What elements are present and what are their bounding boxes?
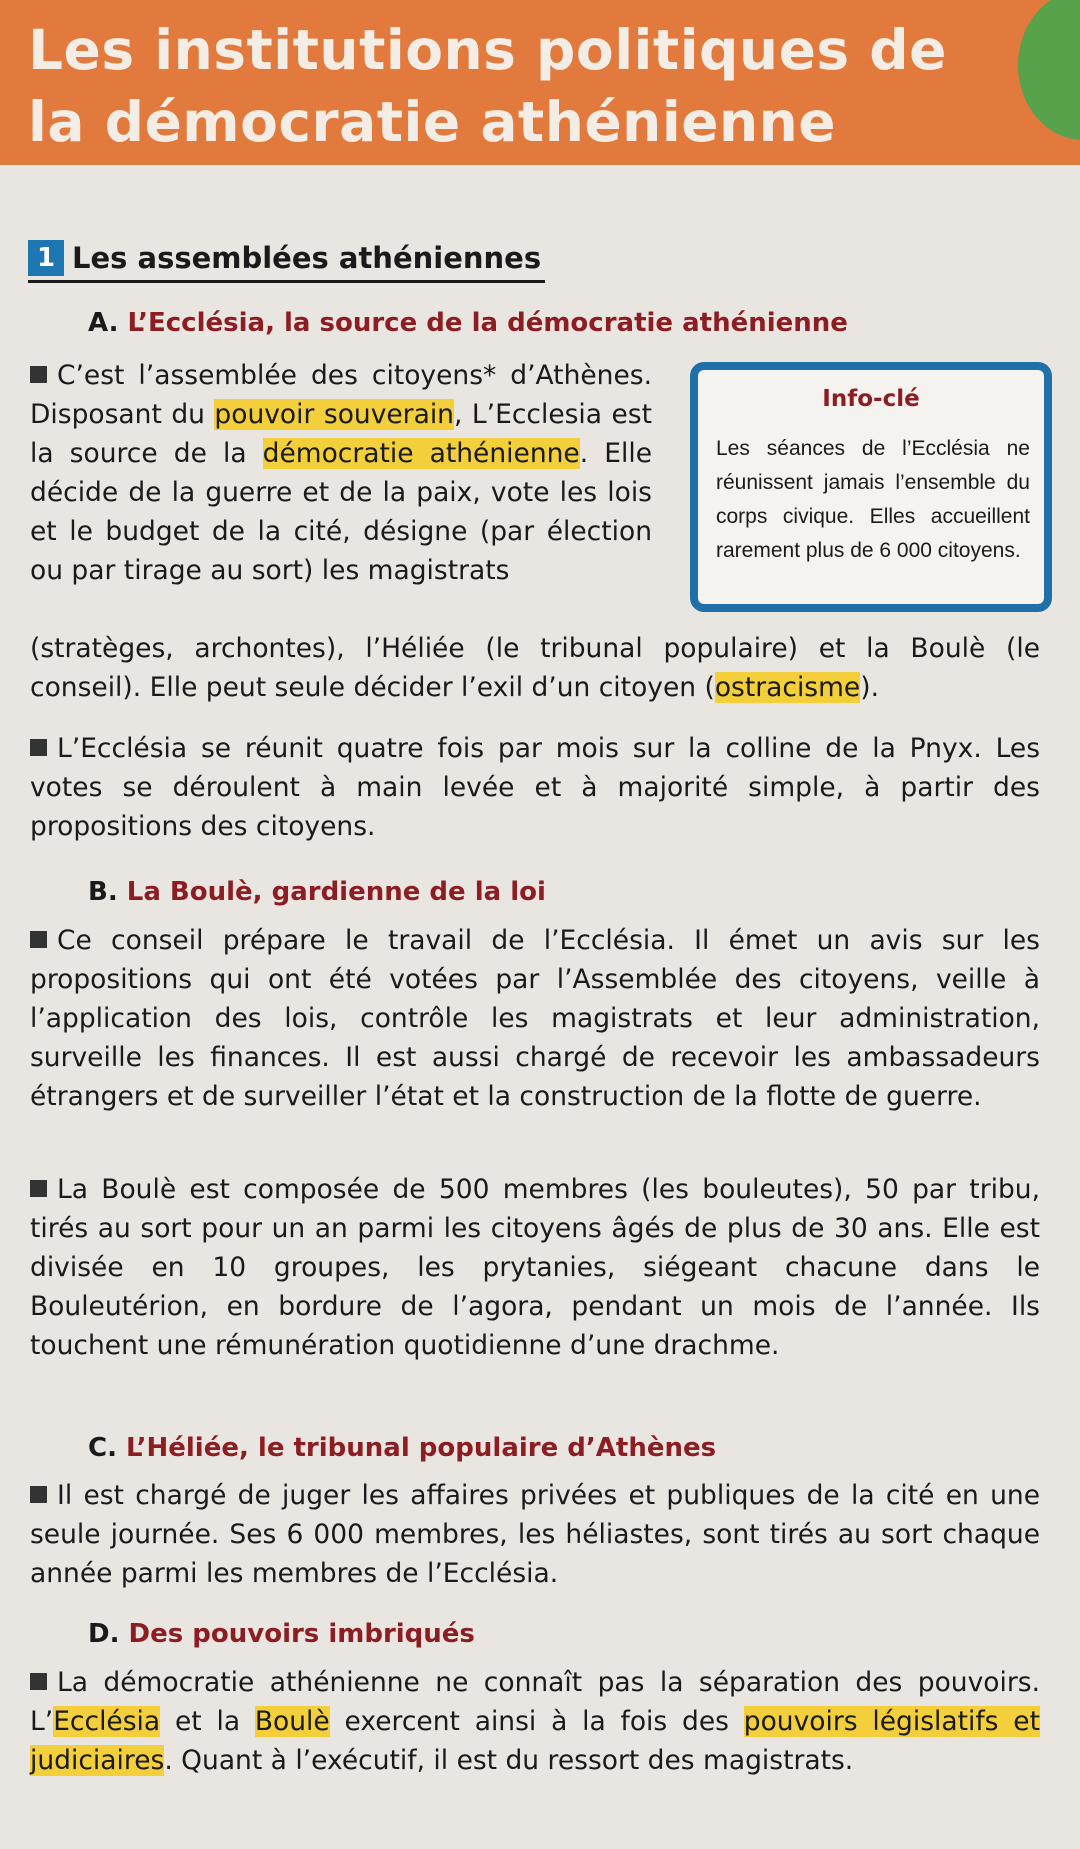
subheading-d-letter: D.: [88, 1619, 120, 1649]
title-line-2: la démocratie athénienne: [28, 90, 837, 154]
bullet-square-icon: [30, 366, 47, 383]
subheading-a: [88, 306, 848, 340]
header-banner: [0, 0, 1080, 165]
text-run: C’est l’assemblée des citoyens* d’Athènes. Disposant du: [30, 360, 652, 430]
paragraph-b1: [30, 921, 1040, 1116]
paragraph-a1: [30, 356, 652, 590]
text-run: . Quant à l’exécutif, il est du ressort des magistrats.: [164, 1745, 854, 1776]
text-run: Il est chargé de juger les affaires privées et publiques de la cité en une seule journée. Ses 6 000 membres, les héliastes, sont tirés au sort chaque année parmi les membres de l’Ecclésia.: [30, 1480, 1040, 1589]
highlight-ecclesia: Ecclésia: [53, 1706, 161, 1737]
subheading-b-letter: B.: [88, 877, 118, 907]
subheading-c-title: L’Héliée, le tribunal populaire d’Athènes: [126, 1433, 717, 1463]
highlight-ostracisme: ostracisme: [714, 672, 861, 703]
bullet-square-icon: [30, 1486, 47, 1503]
paragraph-a2: [30, 729, 1040, 846]
section-number-badge: 1: [28, 240, 64, 276]
text-run: et la: [160, 1706, 255, 1737]
text-run: (stratèges, archontes), l’Héliée (le tribunal populaire) et la Boulè (le conseil). Elle peut seule décider l’exil d’un citoyen (: [30, 633, 1040, 703]
subheading-d: [88, 1617, 475, 1651]
bullet-square-icon: [30, 1673, 47, 1690]
subheading-b-title: La Boulè, gardienne de la loi: [126, 877, 546, 907]
subheading-b: [88, 875, 546, 909]
text-run: . Elle décide de la guerre et de la paix, vote les lois et le budget de la cité, désigne (par élection ou par tirage au sort) les magistrats: [30, 438, 652, 586]
paragraph-c1: [30, 1476, 1040, 1593]
bullet-square-icon: [30, 739, 47, 756]
bullet-square-icon: [30, 931, 47, 948]
bullet-square-icon: [30, 1180, 47, 1197]
text-run: exercent ainsi à la fois des: [329, 1706, 744, 1737]
text-run: ).: [860, 672, 879, 703]
text-run: , L’Ecclesia est la source de la: [30, 399, 653, 469]
info-cle-title: Info-clé: [822, 386, 920, 412]
highlight-pouvoir-souverain: pouvoir souverain: [214, 399, 454, 430]
page-title: [28, 14, 947, 158]
text-run: La démocratie athénienne ne connaît pas la séparation des pouvoirs. L’: [30, 1667, 1040, 1737]
section-title: Les assemblées athéniennes: [72, 241, 542, 275]
subheading-a-title: L’Ecclésia, la source de la démocratie athénienne: [127, 308, 848, 338]
paragraph-d1: [30, 1663, 1040, 1780]
subheading-c: [88, 1431, 716, 1465]
title-line-1: Les institutions politiques de: [28, 18, 947, 82]
section-heading: [28, 236, 545, 283]
green-corner-decoration: [1018, 0, 1080, 140]
subheading-d-title: Des pouvoirs imbriqués: [128, 1619, 475, 1649]
subheading-c-letter: C.: [88, 1433, 117, 1463]
paragraph-b2: [30, 1170, 1040, 1365]
info-cle-box: [690, 362, 1052, 612]
text-run: La Boulè est composée de 500 membres (les bouleutes), 50 par tribu, tirés au sort pour un an parmi les citoyens âgés de plus de 30 ans. Elle est divisée en 10 groupes, les prytanies, siégeant chacune dans le Bouleutérion, en bordure de l’agora, pendant un mois de l’année. Ils touchent une rémunération quotidienne d’une drachme.: [30, 1174, 1040, 1361]
paragraph-a1-continued: [30, 629, 1040, 707]
text-run: L’Ecclésia se réunit quatre fois par mois sur la colline de la Pnyx. Les votes se déroulent à main levée et à majorité simple, à partir des propositions des citoyens.: [30, 733, 1040, 842]
subheading-a-letter: A.: [88, 308, 119, 338]
info-cle-text: Les séances de l’Ecclésia ne réunissent jamais l’ensemble du corps civique. Elles accueillent rarement plus de 6 000 citoyens.: [716, 437, 1030, 562]
highlight-boule: Boulè: [254, 1706, 330, 1737]
text-run: Ce conseil prépare le travail de l’Ecclésia. Il émet un avis sur les propositions qui ont été votées par l’Assemblée des citoyens, veille à l’application des lois, contrôle les magistrats et leur administration, surveille les finances. Il est aussi chargé de recevoir les ambassadeurs étrangers et de surveiller l’état et la construction de la flotte de guerre.: [30, 925, 1040, 1112]
highlight-pouvoirs-legislatifs: pouvoirs législatifs et judiciaires: [30, 1706, 1040, 1776]
highlight-democratie-athenienne: démocratie athénienne: [262, 438, 580, 469]
